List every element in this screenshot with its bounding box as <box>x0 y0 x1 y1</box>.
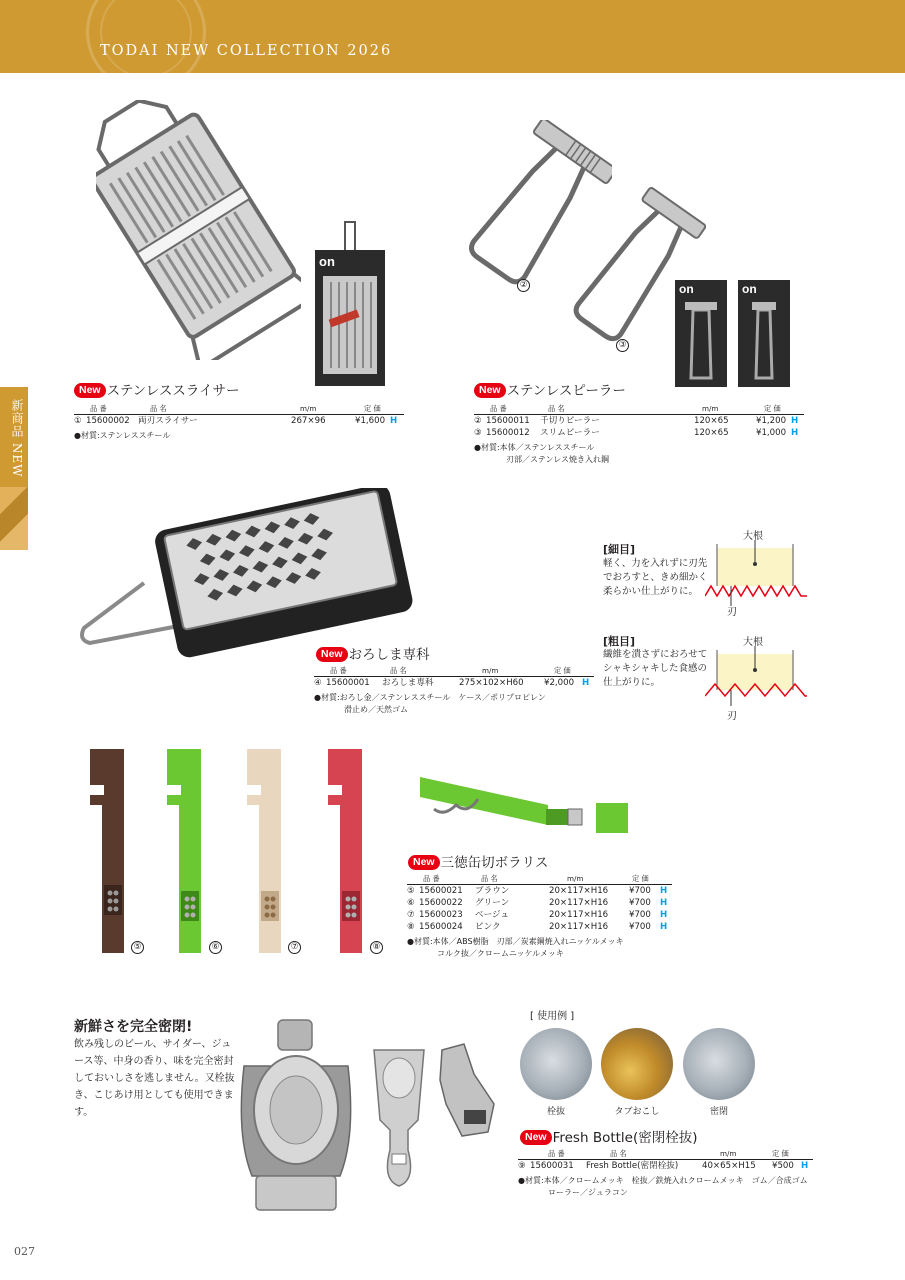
spec-row: ⑧ 15600024 ピンク 20×117×H16 ¥700 H <box>407 922 668 932</box>
package-brand-slicer: on <box>319 254 335 269</box>
usage-heading: [ 使用例 ] <box>530 1011 575 1022</box>
material-note: コルク抜／クロームニッケルメッキ <box>437 949 564 958</box>
image-number-2: ② <box>517 279 530 292</box>
spec-row: ③ 15600012 スリムピーラー 120×65 ¥1,000 H <box>474 428 799 438</box>
opener-open-image <box>418 765 638 840</box>
seal-watermark-inner <box>100 0 192 73</box>
image-number-6: ⑥ <box>209 941 222 954</box>
coarse-mesh-title: [粗目] <box>603 635 636 648</box>
material-note: ●材質:本体／ステンレススチール <box>474 443 595 452</box>
spec-header: 品 番 品 名 m/m 定 価 <box>74 403 404 415</box>
image-number-5: ⑤ <box>131 941 144 954</box>
section-tab-label: 新商品 NEW <box>10 399 24 478</box>
grater-spec-table <box>314 665 594 716</box>
new-badge: New <box>474 383 506 398</box>
page-number: 027 <box>14 1245 35 1258</box>
usage-label: タブおこし <box>614 1107 660 1117</box>
material-note: ●材質:おろし金／ステンレススチール ケース／ポリプロピレン <box>314 693 546 702</box>
coarse-mesh-diagram <box>705 646 807 710</box>
package-brand-peeler1: on <box>679 282 694 296</box>
spec-header: 品 番 品 名 m/m 定 価 <box>407 873 672 885</box>
new-badge: New <box>74 383 106 398</box>
usage-photo-tab-lifter <box>601 1028 673 1100</box>
fresh-bottle-closed-image <box>232 1016 360 1216</box>
peeler-package-1 <box>675 280 727 387</box>
spec-row: ④ 15600001 おろしま専科 275×102×H60 ¥2,000 H <box>314 678 590 688</box>
fine-mesh-title: [細目] <box>603 543 636 556</box>
image-number-3: ③ <box>616 339 629 352</box>
usage-photo-bottle-opener <box>520 1028 592 1100</box>
grater-title: New おろしま専科 <box>316 643 430 663</box>
spec-row: ⑥ 15600022 グリーン 20×117×H16 ¥700 H <box>407 898 668 908</box>
peeler-spec-table <box>474 403 804 466</box>
spec-row: ② 15600011 千切りピーラー 120×65 ¥1,200 H <box>474 416 799 426</box>
fresh-promo-text: 飲み残しのビール、サイダー、ジュース等、中身の香り、味を完全密封しておいしさを逃しません。又栓抜き、こじあけ用としても使用できます。 <box>74 1039 235 1118</box>
spec-row: ⑤ 15600021 ブラウン 20×117×H16 ¥700 H <box>407 886 668 896</box>
opener-brown-image <box>86 745 128 957</box>
spec-header: 品 番 品 名 m/m 定 価 <box>518 1148 813 1160</box>
daikon-label: 大根 <box>743 637 763 648</box>
spec-header: 品 番 品 名 m/m 定 価 <box>314 665 594 677</box>
slicer-package <box>315 218 385 386</box>
new-badge: New <box>316 647 348 662</box>
slicer-title: New ステンレススライサー <box>74 379 240 399</box>
material-note: 刃部／ステンレス焼き入れ鋼 <box>506 455 609 464</box>
peeler-package-2 <box>738 280 790 387</box>
new-badge: New <box>520 1130 552 1145</box>
opener-title: New 三徳缶切ボラリス <box>408 851 548 871</box>
opener-pink-image <box>324 745 366 957</box>
material-note: ローラー／ジュラコン <box>548 1188 628 1197</box>
usage-label: 密閉 <box>709 1107 728 1117</box>
opener-spec-table <box>407 873 672 960</box>
spec-row: ① 15600002 両刃スライサー 267×96 ¥1,600 H <box>74 416 398 426</box>
usage-label: 栓抜 <box>546 1107 565 1117</box>
new-badge: New <box>408 855 440 870</box>
fine-mesh-text: 軽く、力を入れずに刃先でおろすと、きめ細かく柔らかい仕上がりに。 <box>603 558 708 597</box>
fresh-bottle-open-image <box>368 1040 430 1190</box>
slicer-image <box>96 100 301 360</box>
package-brand-peeler2: on <box>742 282 757 296</box>
grater-image <box>74 488 414 658</box>
catalog-title: TODAI NEW COLLECTION 2026 <box>100 43 393 59</box>
slicer-spec-table <box>74 403 404 442</box>
blade-label: 刃 <box>727 607 737 618</box>
fine-mesh-diagram <box>705 540 807 610</box>
spec-row: ⑦ 15600023 ベージュ 20×117×H16 ¥700 H <box>407 910 668 920</box>
header-banner <box>0 0 905 73</box>
image-number-8: ⑧ <box>370 941 383 954</box>
material-note: ●材質:本体／ABS樹脂 刃部／炭素鋼焼入れニッケルメッキ <box>407 937 624 946</box>
image-number-7: ⑦ <box>288 941 301 954</box>
section-tab-decoration <box>0 487 28 550</box>
usage-photo-seal <box>683 1028 755 1100</box>
blade-label: 刃 <box>727 711 737 722</box>
fresh-bottle-side-image <box>434 1040 500 1142</box>
peeler-title: New ステンレスピーラー <box>474 379 626 399</box>
fresh-bottle-spec-table <box>518 1148 813 1199</box>
section-tab <box>0 387 28 550</box>
spec-row: ⑨ 15600031 Fresh Bottle(密閉栓抜) 40×65×H15 ¥500 H <box>518 1161 809 1171</box>
material-note: ●材質:本体／クロームメッキ 栓抜／鉄焼入れクロームメッキ ゴム／合成ゴム <box>518 1176 808 1185</box>
material-note: ●材質:ステンレススチール <box>74 431 171 440</box>
opener-beige-image <box>243 745 285 957</box>
fresh-bottle-title: New Fresh Bottle(密閉栓抜) <box>520 1126 698 1146</box>
material-note: 滑止め／天然ゴム <box>344 705 408 714</box>
daikon-label: 大根 <box>743 531 763 542</box>
opener-green-image <box>163 745 205 957</box>
coarse-mesh-text: 繊維を潰さずにおろせてシャキシャキした食感の仕上がりに。 <box>603 649 708 688</box>
fresh-promo-heading: 新鮮さを完全密閉! <box>74 1019 193 1035</box>
spec-header: 品 番 品 名 m/m 定 価 <box>474 403 804 415</box>
